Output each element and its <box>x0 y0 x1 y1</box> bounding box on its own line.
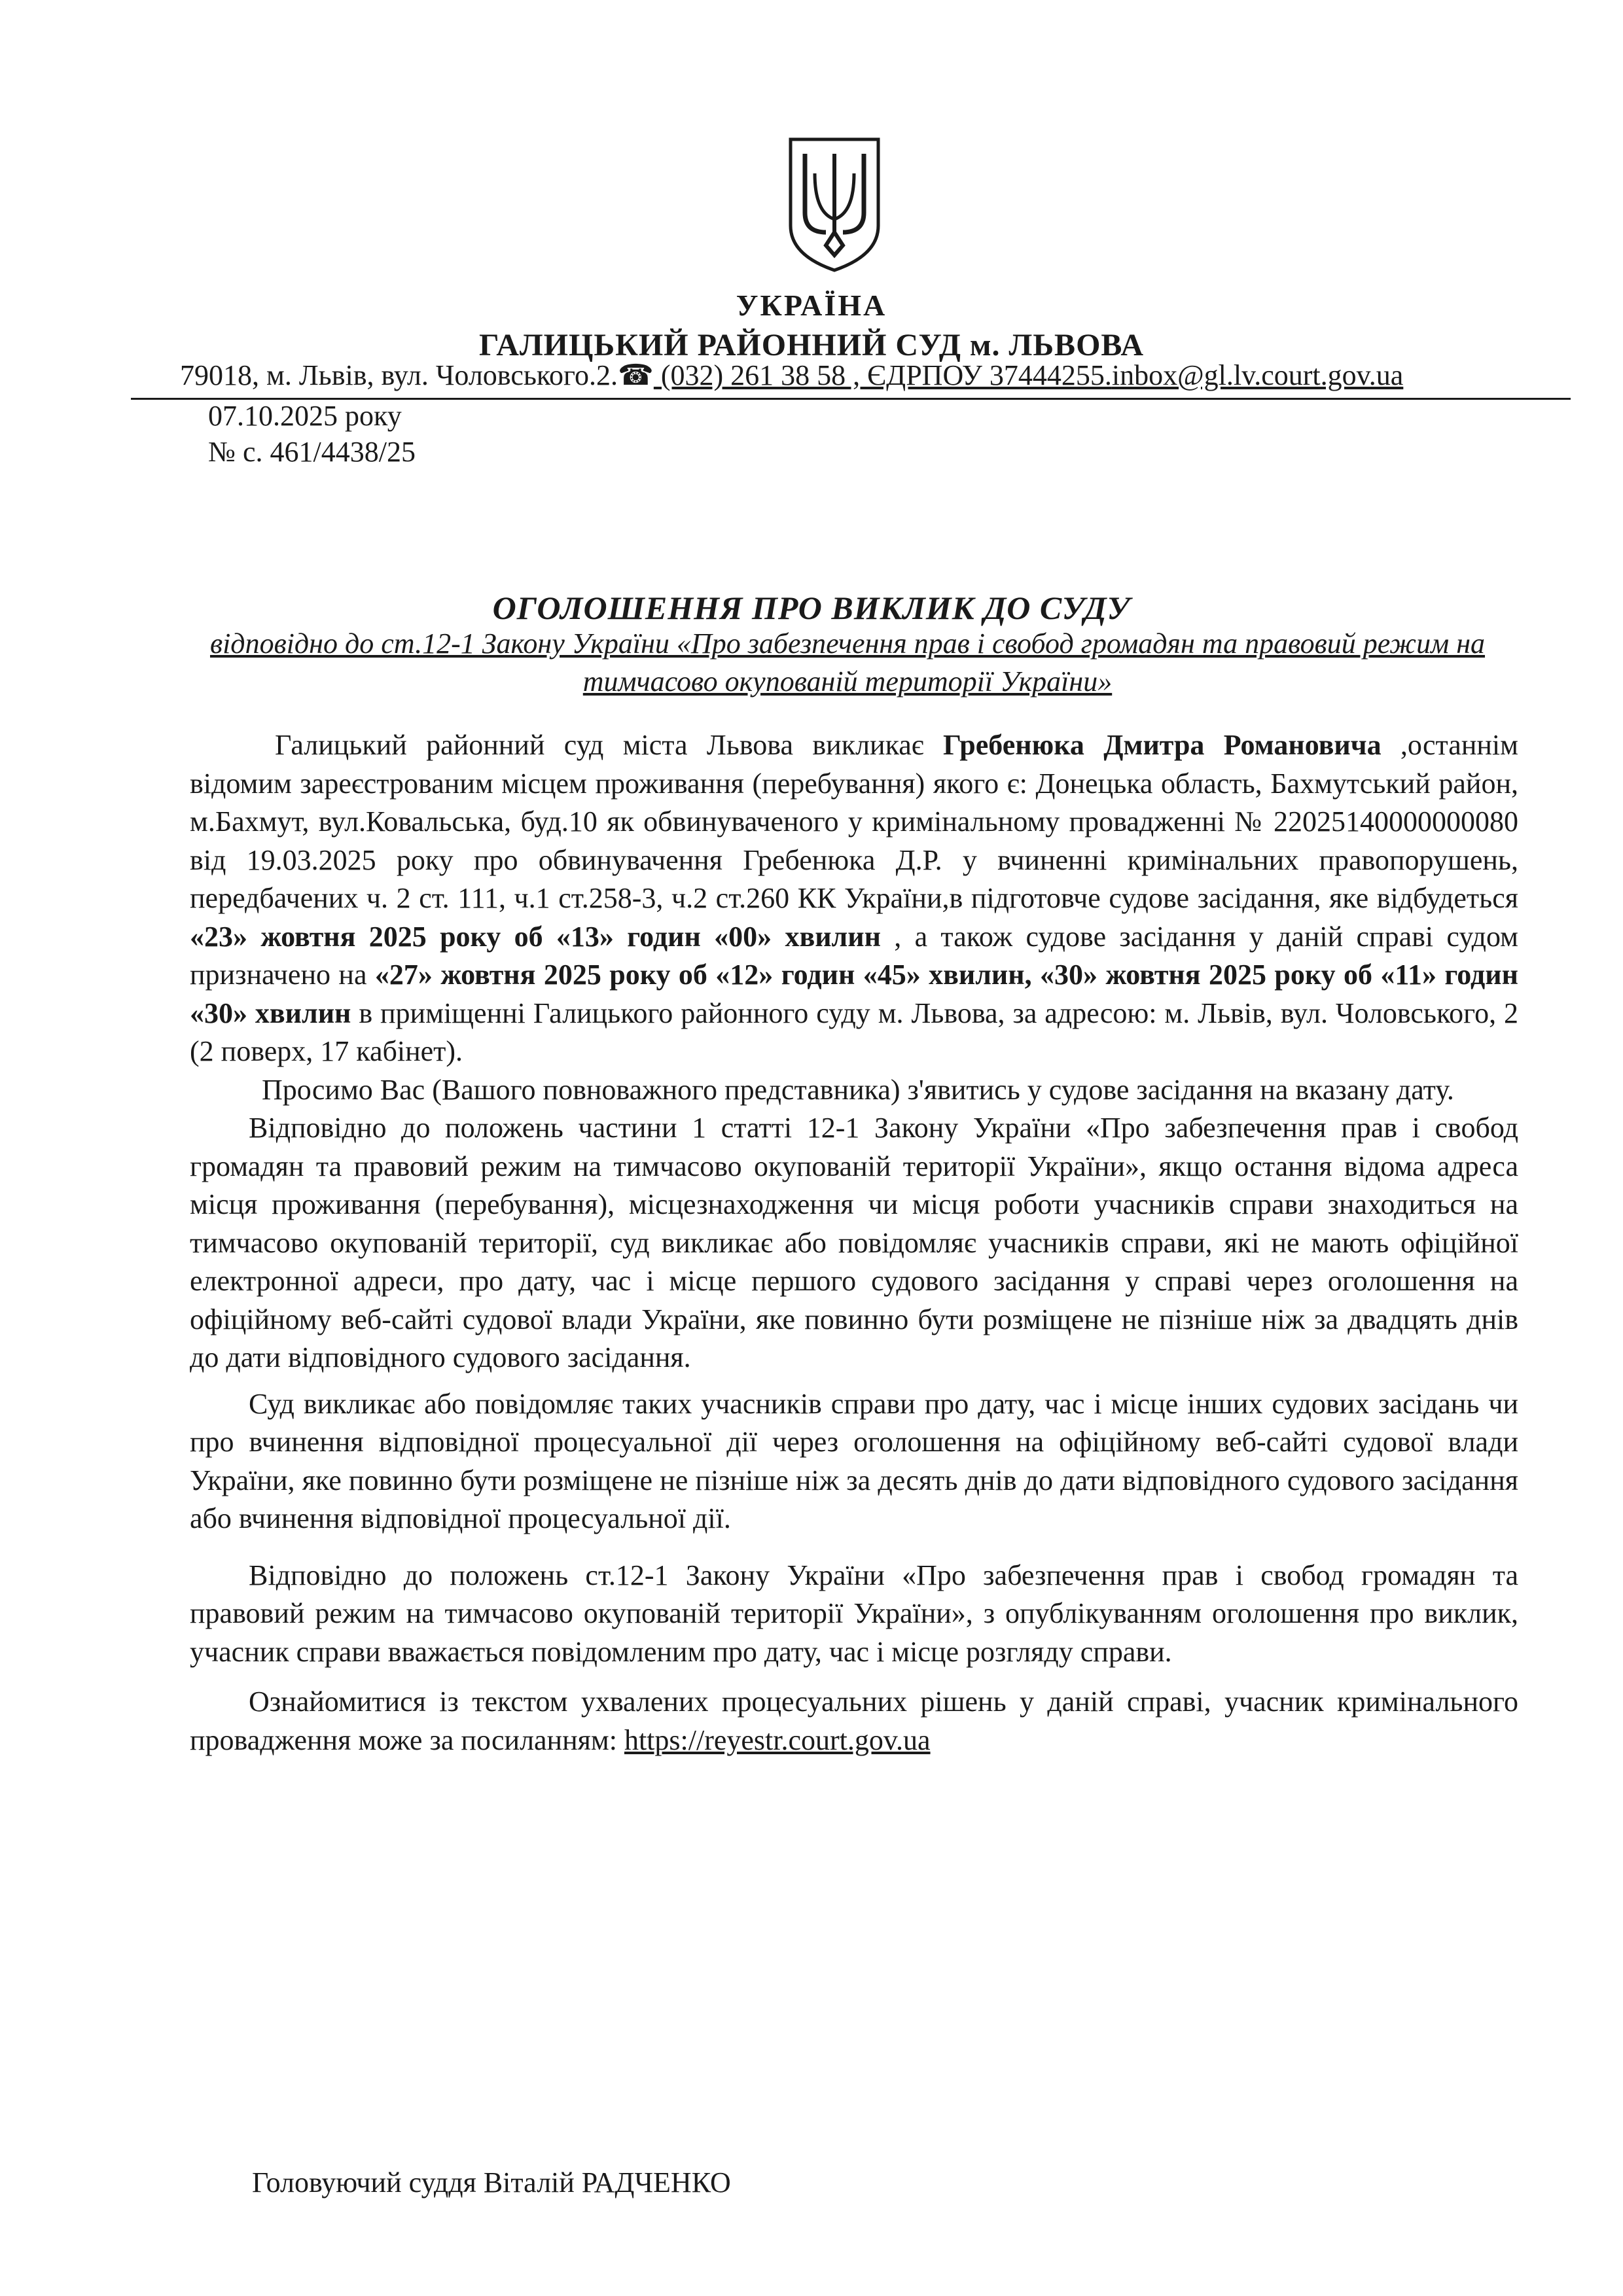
paragraph-other-hearings: Суд викликає або повідомляє таких учасників справи про дату, час і місце інших судових засідань чи про вчинення відповідної процесуальної дії через оголошення на офіційному веб-сайті судової влади України, яке повинно бути розміщене не пізніше ніж за десять днів до дати відповідного судового засідання або вчинення відповідної процесуальної дії. <box>190 1387 1518 1534</box>
p1-text-3: , а також судове засідання у даній справі судом призначено на <box>190 920 1518 991</box>
p1-text-1: Галицький районний суд міста Львова викликає <box>275 729 944 761</box>
paragraph-legal-basis: Відповідно до положень частини 1 статті 12-1 Закону України «Про забезпечення прав і свобод громадян та правовий режим на тимчасово окупованій території України», якщо остання відома адреса місця проживання (перебування), місцезнаходження чи місця роботи учасників справи знаходиться на тимчасово окупованій території, суд викликає або повідомляє учасників справи, які не мають офіційної електронної адреси, про дату, час і місце першого судового засідання у справі через оголошення на офіційному веб-сайті судової влади України, яке повинно бути розміщене не пізніше ніж за двадцять днів до дати відповідного судового засідання. <box>190 1112 1518 1373</box>
hearing-datetimes: «27» жовтня 2025 року об «12» годин «45» хвилин, «30» жовтня 2025 року об «11» годин «30» хвилин <box>190 959 1518 1029</box>
document-date: 07.10.2025 року <box>208 400 402 432</box>
paragraph-registry <box>190 1683 1518 1759</box>
case-number: № с. 461/4438/25 <box>208 436 416 468</box>
country-heading: УКРАЇНА <box>736 289 887 322</box>
court-heading: ГАЛИЦЬКИЙ РАЙОННИЙ СУД м. ЛЬВОВА <box>478 328 1145 362</box>
court-address-line <box>180 359 1580 392</box>
notice-title: ОГОЛОШЕННЯ ПРО ВИКЛИК ДО СУДУ <box>492 590 1131 626</box>
phone-icon: ☎ <box>618 359 654 391</box>
trident-emblem-icon <box>785 134 883 275</box>
address-phone: (032) 261 38 58 , ЄДРПОУ 37444255. <box>653 359 1112 391</box>
p1-text-4: в приміщенні Галицького районного суду м. Львова, за адресою: м. Львів, вул. Чоловського, 2 (2 поверх, 17 кабінет). <box>190 997 1518 1067</box>
registry-link[interactable]: https://reyestr.court.gov.ua <box>624 1723 931 1756</box>
paragraph-request: Просимо Вас (Вашого повноважного представника) з'явитись у судове засідання на вказану дату. <box>262 1073 1454 1106</box>
notice-subtitle: відповідно до ст.12-1 Закону України «Про забезпечення прав і свобод громадян та правовий режим на тимчасово окупованій території України» <box>209 627 1486 698</box>
paragraph-summons <box>190 726 1518 1071</box>
address-main: 79018, м. Львів, вул. Чоловського.2. <box>180 359 618 391</box>
defendant-name: Гребенюка Дмитра Романовича <box>943 729 1382 761</box>
court-email: inbox@gl.lv.court.gov.ua <box>1111 359 1404 391</box>
paragraph-notification: Відповідно до положень ст.12-1 Закону України «Про забезпечення прав і свобод громадян та правовий режим на тимчасово окупованій території України», з опублікуванням оголошення про виклик, учасник справи вважається повідомленим про дату, час і місце розгляду справи. <box>190 1559 1518 1668</box>
notice-body <box>190 726 1518 1759</box>
p1-text-2: ,останнім відомим зареєстрованим місцем проживання (перебування) якого є: Донецька область, Бахмутський район, м.Бахмут, вул.Ковальська, буд.10 як обвинуваченого у кримінальному провадженні № 22025140000000080 від 19.03.2025 року про обвинувачення Гребенюка Д.Р. у вчиненні кримінальних правопорушень, передбачених ч. 2 ст. 111, ч.1 ст.258-3, ч.2 ст.260 КК України,в підготовче судове засідання, яке відбудеться <box>190 729 1518 914</box>
judge-signature: Головуючий суддя Віталій РАДЧЕНКО <box>252 2166 731 2199</box>
p6-text: Ознайомитися із текстом ухвалених процесуальних рішень у даній справі, учасник кримінального провадження може за посиланням: <box>190 1686 1518 1756</box>
preliminary-hearing-datetime: «23» жовтня 2025 року об «13» годин «00» хвилин <box>190 920 881 953</box>
